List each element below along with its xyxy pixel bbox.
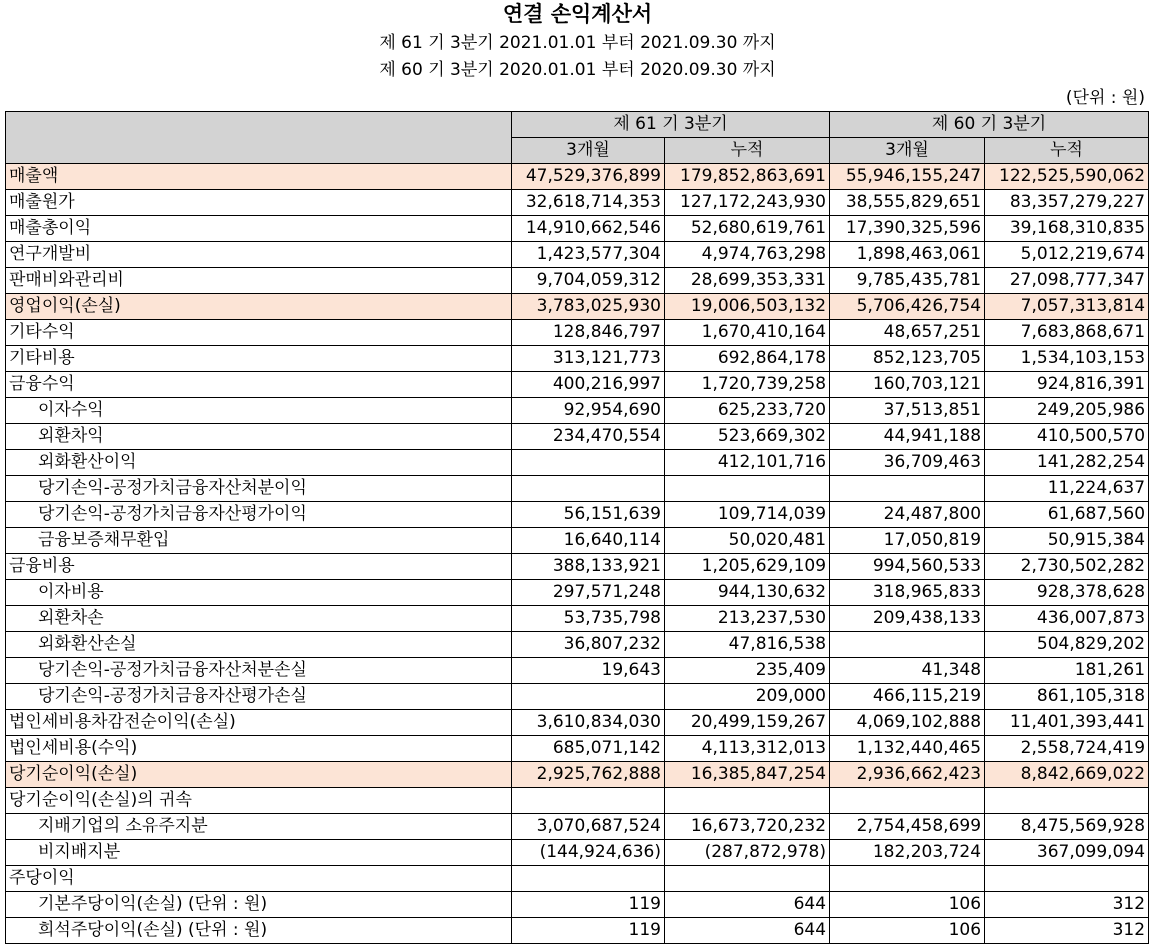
table-row [6,450,1149,476]
row-label: 매출액 [6,164,512,190]
statement-title: 연결 손익계산서 [502,2,653,26]
amount-cell: 11,401,393,441 [985,710,1149,736]
row-label: 당기순이익(손실) [6,762,512,788]
amount-cell [985,788,1149,814]
amount-cell: 692,864,178 [665,346,830,372]
amount-cell: 1,898,463,061 [830,242,985,268]
row-label: 금융보증채무환입 [6,528,512,554]
table-row [6,242,1149,268]
table-row [6,580,1149,606]
amount-cell: 944,130,632 [665,580,830,606]
header-row-periods [6,112,1149,138]
amount-cell: 1,534,103,153 [985,346,1149,372]
amount-cell [512,866,665,892]
amount-cell: 122,525,590,062 [985,164,1149,190]
amount-cell: 3,783,025,930 [512,294,665,320]
amount-cell: 47,529,376,899 [512,164,665,190]
amount-cell: 1,205,629,109 [665,554,830,580]
row-label: 당기손익-공정가치금융자산처분이익 [6,476,512,502]
table-row [6,762,1149,788]
amount-cell: 55,946,155,247 [830,164,985,190]
row-label: 비지배지분 [6,840,512,866]
amount-cell: 56,151,639 [512,502,665,528]
amount-cell: 181,261 [985,658,1149,684]
row-label: 판매비와관리비 [6,268,512,294]
amount-cell: 9,704,059,312 [512,268,665,294]
amount-cell: 644 [665,892,830,918]
amount-cell: 924,816,391 [985,372,1149,398]
income-statement-table [5,111,1149,944]
table-row [6,294,1149,320]
header-prior-3month: 3개월 [830,138,985,164]
amount-cell: 53,735,798 [512,606,665,632]
amount-cell: 106 [830,892,985,918]
amount-cell: 928,378,628 [985,580,1149,606]
row-label: 외화환산손실 [6,632,512,658]
table-row [6,372,1149,398]
amount-cell [512,788,665,814]
amount-cell: 1,670,410,164 [665,320,830,346]
amount-cell: 36,709,463 [830,450,985,476]
header-current-cumulative: 누적 [665,138,830,164]
amount-cell [512,476,665,502]
amount-cell: 235,409 [665,658,830,684]
amount-cell: 4,113,312,013 [665,736,830,762]
amount-cell: 852,123,705 [830,346,985,372]
row-label: 당기손익-공정가치금융자산처분손실 [6,658,512,684]
amount-cell: 297,571,248 [512,580,665,606]
amount-cell: 83,357,279,227 [985,190,1149,216]
header-prior-period: 제 60 기 3분기 [830,112,1149,138]
amount-cell: 523,669,302 [665,424,830,450]
amount-cell: 3,070,687,524 [512,814,665,840]
amount-cell: 504,829,202 [985,632,1149,658]
amount-cell: 16,640,114 [512,528,665,554]
amount-cell: 11,224,637 [985,476,1149,502]
amount-cell: 861,105,318 [985,684,1149,710]
amount-cell: 400,216,997 [512,372,665,398]
amount-cell: 38,555,829,651 [830,190,985,216]
amount-cell: 209,438,133 [830,606,985,632]
table-row [6,320,1149,346]
amount-cell: (287,872,978) [665,840,830,866]
amount-cell: 312 [985,918,1149,944]
amount-cell: 388,133,921 [512,554,665,580]
amount-cell: 179,852,863,691 [665,164,830,190]
amount-cell: 2,730,502,282 [985,554,1149,580]
amount-cell: 20,499,159,267 [665,710,830,736]
amount-cell: 234,470,554 [512,424,665,450]
table-row [6,424,1149,450]
table-row [6,346,1149,372]
amount-cell: 5,706,426,754 [830,294,985,320]
table-row [6,502,1149,528]
table-row [6,528,1149,554]
amount-cell: 625,233,720 [665,398,830,424]
amount-cell [830,788,985,814]
amount-cell [830,632,985,658]
row-label: 영업이익(손실) [6,294,512,320]
amount-cell: 119 [512,892,665,918]
amount-cell: 37,513,851 [830,398,985,424]
amount-cell: 3,610,834,030 [512,710,665,736]
amount-cell: 8,475,569,928 [985,814,1149,840]
amount-cell: 318,965,833 [830,580,985,606]
period-prior: 제 60 기 3분기 2020.01.01 부터 2020.09.30 까지 [379,60,776,80]
amount-cell: 50,915,384 [985,528,1149,554]
table-row [6,476,1149,502]
row-label: 금융수익 [6,372,512,398]
statement-body [6,164,1149,944]
amount-cell: 182,203,724 [830,840,985,866]
row-label: 법인세비용차감전순이익(손실) [6,710,512,736]
row-label: 기타비용 [6,346,512,372]
row-label: 당기순이익(손실)의 귀속 [6,788,512,814]
row-label: 당기손익-공정가치금융자산평가이익 [6,502,512,528]
row-label: 매출원가 [6,190,512,216]
amount-cell: (144,924,636) [512,840,665,866]
row-label: 외화환산이익 [6,450,512,476]
amount-cell: 39,168,310,835 [985,216,1149,242]
table-row [6,814,1149,840]
row-label: 외환차손 [6,606,512,632]
amount-cell: 2,936,662,423 [830,762,985,788]
amount-cell: 2,925,762,888 [512,762,665,788]
amount-cell: 19,643 [512,658,665,684]
table-row [6,736,1149,762]
amount-cell: 466,115,219 [830,684,985,710]
amount-cell: 312 [985,892,1149,918]
amount-cell: 209,000 [665,684,830,710]
row-label: 연구개발비 [6,242,512,268]
row-label: 이자수익 [6,398,512,424]
amount-cell: 109,714,039 [665,502,830,528]
row-label: 기타수익 [6,320,512,346]
amount-cell: 16,385,847,254 [665,762,830,788]
amount-cell: 367,099,094 [985,840,1149,866]
amount-cell: 50,020,481 [665,528,830,554]
row-label: 기본주당이익(손실) (단위 : 원) [6,892,512,918]
row-label: 희석주당이익(손실) (단위 : 원) [6,918,512,944]
header-current-3month: 3개월 [512,138,665,164]
table-row [6,164,1149,190]
amount-cell: 17,050,819 [830,528,985,554]
amount-cell: 7,683,868,671 [985,320,1149,346]
table-row [6,606,1149,632]
row-label: 주당이익 [6,866,512,892]
amount-cell: 119 [512,918,665,944]
amount-cell: 160,703,121 [830,372,985,398]
row-label: 외환차익 [6,424,512,450]
amount-cell: 685,071,142 [512,736,665,762]
amount-cell: 4,974,763,298 [665,242,830,268]
amount-cell: 141,282,254 [985,450,1149,476]
amount-cell: 410,500,570 [985,424,1149,450]
amount-cell: 1,132,440,465 [830,736,985,762]
table-row [6,554,1149,580]
amount-cell: 436,007,873 [985,606,1149,632]
amount-cell: 24,487,800 [830,502,985,528]
table-row [6,268,1149,294]
amount-cell: 19,006,503,132 [665,294,830,320]
row-label: 금융비용 [6,554,512,580]
amount-cell: 127,172,243,930 [665,190,830,216]
table-row [6,684,1149,710]
row-label: 매출총이익 [6,216,512,242]
table-row [6,190,1149,216]
amount-cell [665,866,830,892]
table-row [6,866,1149,892]
table-row [6,918,1149,944]
amount-cell: 7,057,313,814 [985,294,1149,320]
amount-cell [830,476,985,502]
amount-cell: 9,785,435,781 [830,268,985,294]
period-current: 제 61 기 3분기 2021.01.01 부터 2021.09.30 까지 [379,33,776,53]
table-row [6,710,1149,736]
amount-cell: 27,098,777,347 [985,268,1149,294]
amount-cell: 14,910,662,546 [512,216,665,242]
amount-cell: 5,012,219,674 [985,242,1149,268]
table-row [6,398,1149,424]
amount-cell [985,866,1149,892]
amount-cell [665,476,830,502]
amount-cell: 61,687,560 [985,502,1149,528]
amount-cell: 1,423,577,304 [512,242,665,268]
amount-cell: 313,121,773 [512,346,665,372]
amount-cell: 412,101,716 [665,450,830,476]
table-row [6,632,1149,658]
amount-cell: 8,842,669,022 [985,762,1149,788]
amount-cell [665,788,830,814]
amount-cell: 2,558,724,419 [985,736,1149,762]
amount-cell: 994,560,533 [830,554,985,580]
amount-cell [830,866,985,892]
amount-cell: 44,941,188 [830,424,985,450]
amount-cell: 92,954,690 [512,398,665,424]
table-row [6,788,1149,814]
table-row [6,216,1149,242]
amount-cell: 4,069,102,888 [830,710,985,736]
amount-cell: 128,846,797 [512,320,665,346]
amount-cell: 2,754,458,699 [830,814,985,840]
row-label: 당기손익-공정가치금융자산평가손실 [6,684,512,710]
amount-cell: 1,720,739,258 [665,372,830,398]
amount-cell: 106 [830,918,985,944]
amount-cell: 249,205,986 [985,398,1149,424]
amount-cell: 36,807,232 [512,632,665,658]
table-row [6,840,1149,866]
amount-cell: 52,680,619,761 [665,216,830,242]
row-label: 지배기업의 소유주지분 [6,814,512,840]
amount-cell: 17,390,325,596 [830,216,985,242]
header-corner [6,112,512,164]
unit-label: (단위 : 원) [1065,88,1145,108]
amount-cell: 32,618,714,353 [512,190,665,216]
amount-cell: 213,237,530 [665,606,830,632]
row-label: 이자비용 [6,580,512,606]
amount-cell: 16,673,720,232 [665,814,830,840]
amount-cell: 28,699,353,331 [665,268,830,294]
header-prior-cumulative: 누적 [985,138,1149,164]
amount-cell: 644 [665,918,830,944]
amount-cell [512,450,665,476]
table-row [6,658,1149,684]
table-row [6,892,1149,918]
row-label: 법인세비용(수익) [6,736,512,762]
amount-cell: 41,348 [830,658,985,684]
amount-cell [512,684,665,710]
header-current-period: 제 61 기 3분기 [512,112,830,138]
amount-cell: 47,816,538 [665,632,830,658]
amount-cell: 48,657,251 [830,320,985,346]
